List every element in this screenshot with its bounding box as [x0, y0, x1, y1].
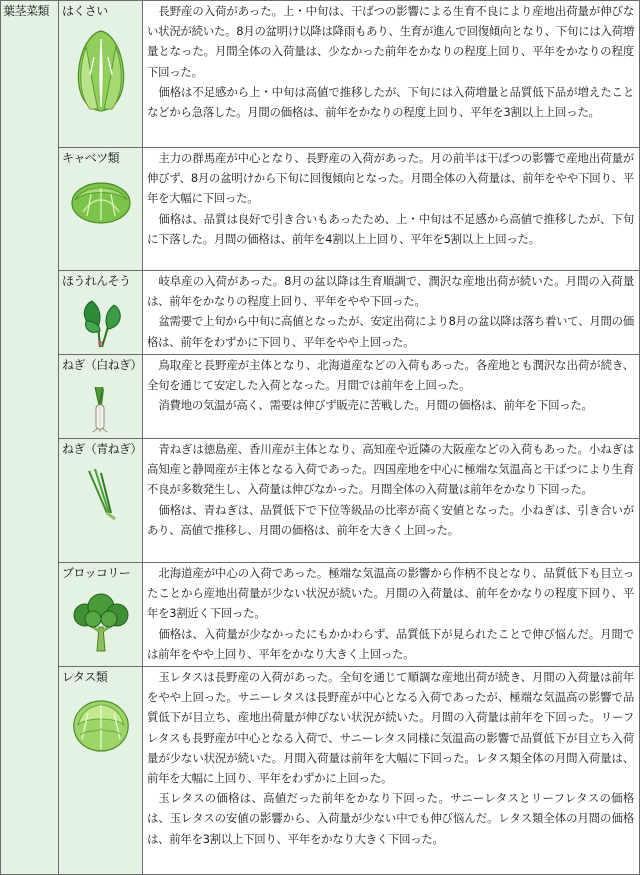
section-row-lettuce	[1, 667, 640, 875]
item-cell-white-leek	[59, 355, 143, 439]
item-cell-spinach	[59, 271, 143, 355]
cabbage-icon	[69, 176, 133, 226]
description-cell-spinach	[143, 271, 640, 355]
paragraph: 岐阜産の入荷があった。8月の盆以降は生育順調で、潤沢な産地出荷が続いた。月間の入荷量は、前年をかなりの程度上回り、平年をやや下回った。	[147, 274, 634, 309]
paragraph: 盆需要で上旬から中旬に高値となったが、安定出荷により8月の盆以降は落ち着いて、月間の価格は、前年をわずかに下回り、平年をやや上回った。	[147, 314, 634, 349]
section-row-broccoli	[1, 563, 640, 667]
item-label: ほうれんそう	[62, 274, 131, 288]
category-label: 葉茎菜類	[3, 4, 50, 18]
paragraph: 玉レタスは長野産の入荷があった。全旬を通じて順調な産地出荷が続き、月間の入荷量は前年をやや上回った。サニーレタスは長野産が中心となる入荷であったが、極端な気温高の影響で品質低下が目立ち、産地出荷量が伸びない状況が続いた。月間の入荷量は前年を下回った。リーフレタスも長野産が中心となる入荷で、サニーレタス同様に気温高の影響で品質低下が目立ち入荷量が少ない状況が続いた。月間入荷量は前年を大幅に下回った。レタス類全体の月間入荷量は、前年を大幅に上回り、平年をわずかに上回った。	[147, 670, 634, 786]
paragraph: 価格は、入荷量が少なかったにもかかわらず、品質低下が見られたことで伸び悩んだ。月間では前年をやや上回り、平年をかなり大きく上回った。	[147, 626, 634, 661]
description-cell-hakusai	[143, 1, 640, 148]
item-cell-broccoli	[59, 563, 143, 667]
paragraph: 価格は不足感から上・中旬は高値で推移したが、下旬には入荷増量と品質低下品が増えたことなどから急落した。月間の価格は、前年をかなりの程度上回り、平年を3割以上上回った。	[147, 84, 634, 120]
item-cell-hakusai	[59, 1, 143, 148]
item-label: ブロッコリー	[62, 566, 131, 580]
green-onion-icon	[81, 467, 121, 521]
description-cell-lettuce	[143, 667, 640, 875]
item-label: ねぎ（白ねぎ）	[62, 358, 142, 372]
section-row-white-leek	[1, 355, 640, 439]
item-label: ねぎ（青ねぎ）	[62, 442, 142, 456]
napa-cabbage-icon	[70, 29, 132, 113]
paragraph: 長野産の入荷があった。上・中旬は、干ばつの影響による生育不良により産地出荷量が伸びない状況が続いた。8月の盆明け以降は降雨もあり、生育が進んで回復傾向となり、下旬には入荷増量となった。月間全体の入荷量は、少なかった前年をかなりの程度上回り、平年をかなりの程度下回った。	[147, 4, 634, 79]
broccoli-icon	[69, 591, 133, 653]
item-label: はくさい	[62, 4, 108, 18]
paragraph: 価格は、青ねぎは、品質低下で下位等級品の比率が高く安値となった。小ねぎは、引き合いがあり、高値で推移し、月間の価格は、前年を大きく上回った。	[147, 502, 634, 537]
description-cell-green-onion	[143, 439, 640, 563]
description-cell-cabbage	[143, 148, 640, 271]
spinach-icon	[78, 299, 124, 349]
section-row-cabbage	[1, 148, 640, 271]
white-leek-icon	[81, 383, 121, 433]
item-cell-green-onion	[59, 439, 143, 563]
paragraph: 青ねぎは徳島産、香川産が主体となり、高知産や近隣の大阪産などの入荷もあった。小ねぎは高知産と静岡産が主体となる入荷であった。四国産地を中心に極端な気温高と干ばつにより生育不良が多数発生し、入荷量は伸びなかった。月間全体の入荷量は前年をかなり下回った。	[147, 442, 634, 497]
lettuce-icon	[70, 695, 132, 753]
paragraph: 消費地の気温が高く、需要は伸びず販売に苦戦した。月間の価格は、前年を下回った。	[158, 398, 593, 413]
item-label: レタス類	[62, 670, 108, 684]
paragraph: 北海道産が中心の入荷であった。極端な気温高の影響から作柄不良となり、品質低下も目立ったことから産地出荷量が少ない状況が続いた。月間の入荷量は、前年をかなりの程度下回り、平年を3割近く下回った。	[147, 566, 634, 621]
section-row-green-onion	[1, 439, 640, 563]
paragraph: 主力の群馬産が中心となり、長野産の入荷があった。月の前半は干ばつの影響で産地出荷量が伸びず、8月の盆明けから下旬に回復傾向となった。月間全体の入荷量は、前年をやや下回り、平年を大幅に下回った。	[147, 151, 634, 206]
item-cell-lettuce	[59, 667, 143, 875]
description-cell-broccoli	[143, 563, 640, 667]
category-cell	[1, 1, 59, 875]
item-cell-cabbage	[59, 148, 143, 271]
section-row-hakusai	[1, 1, 640, 148]
item-label: キャベツ類	[62, 151, 120, 165]
description-cell-white-leek	[143, 355, 640, 439]
paragraph: 価格は、品質は良好で引き合いもあったため、上・中旬は不足感から高値で推移したが、下旬に下落した。月間の価格は、前年を4割以上上回り、平年を5割以上上回った。	[147, 211, 634, 246]
paragraph: 玉レタスの価格は、高値だった前年をかなり下回った。サニーレタスとリーフレタスの価格は、玉レタスの安値の影響から、入荷量が少ない中でも伸び悩んだ。レタス類全体の月間の価格は、前年を3割以上下回り、平年をかなり大きく下回った。	[147, 791, 634, 846]
paragraph: 鳥取産と長野産が主体となり、北海道産などの入荷もあった。各産地とも潤沢な出荷が続き、全旬を通じて安定した入荷となった。月間では前年を上回った。	[147, 358, 634, 393]
section-row-spinach	[1, 271, 640, 355]
